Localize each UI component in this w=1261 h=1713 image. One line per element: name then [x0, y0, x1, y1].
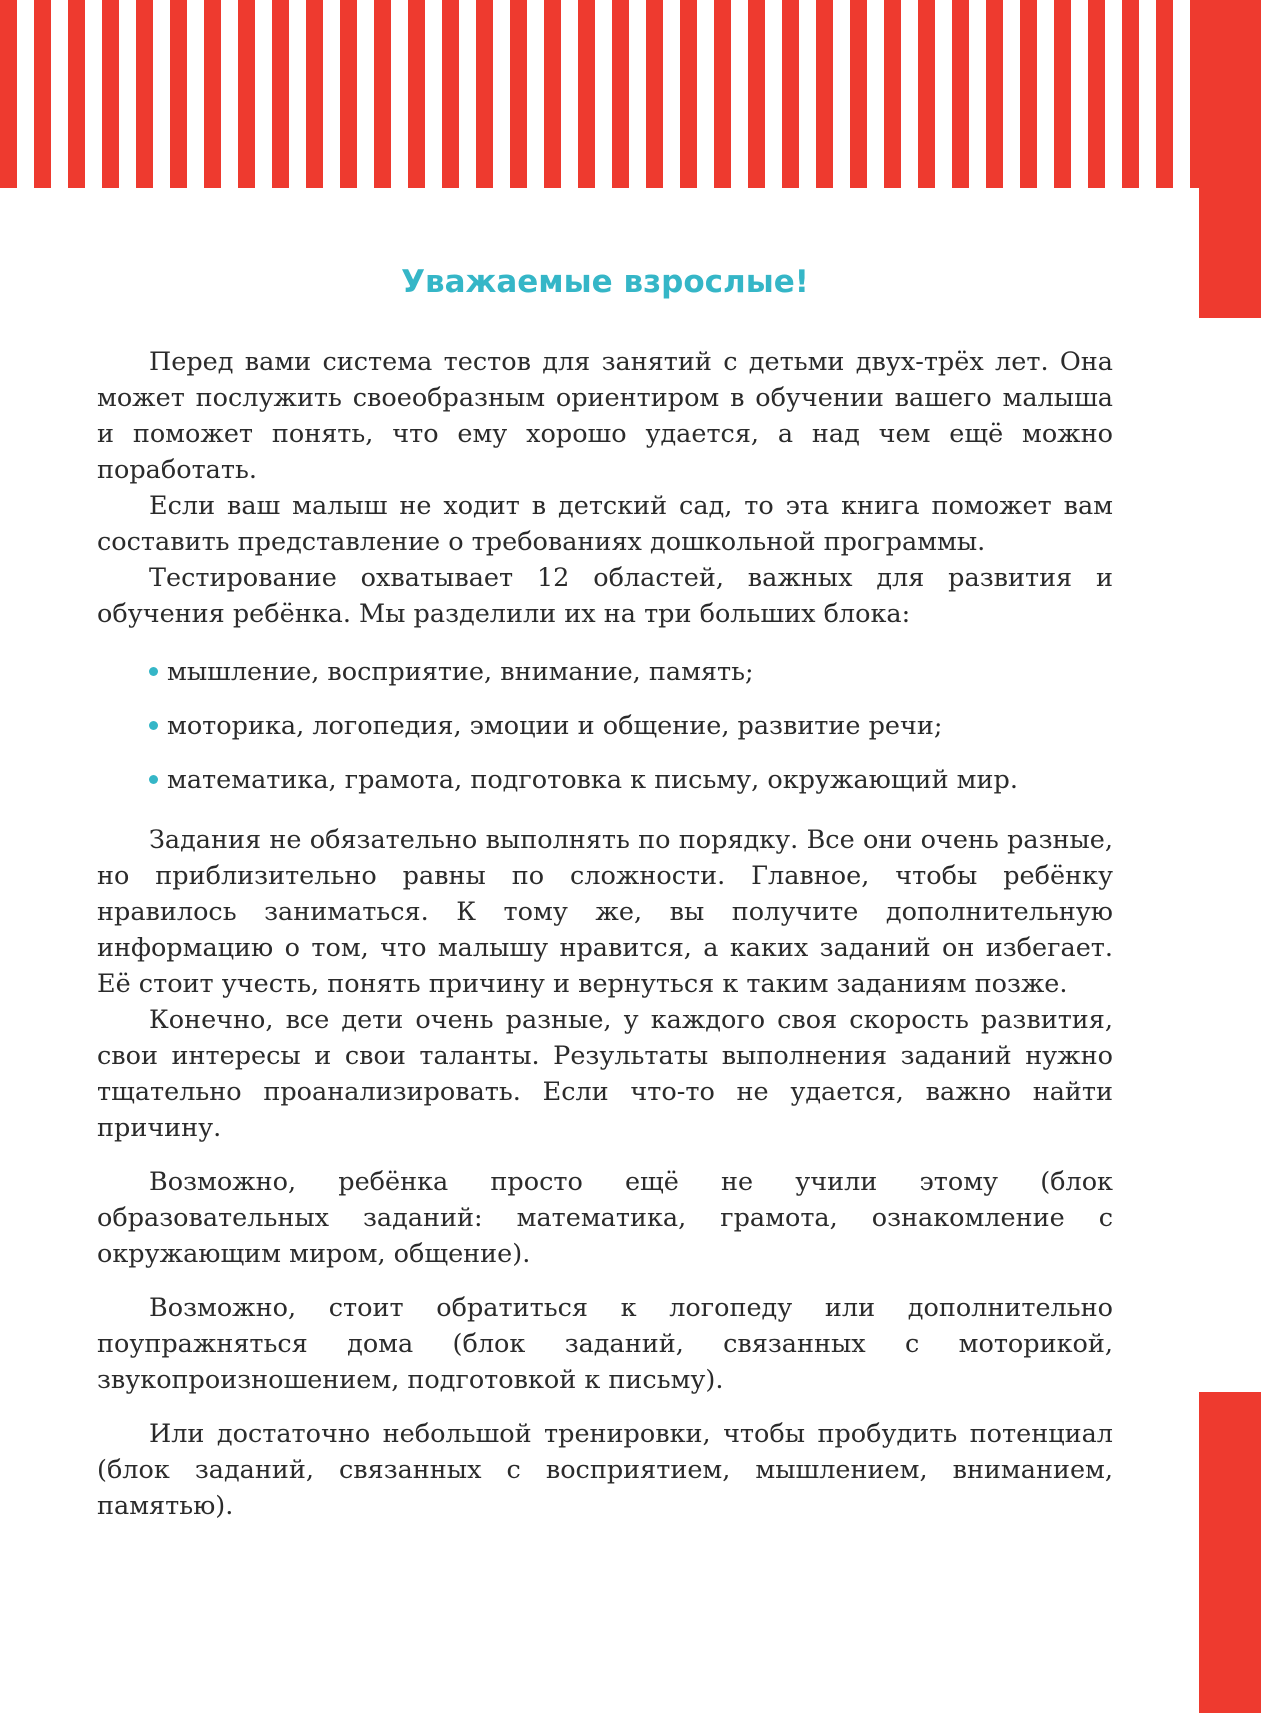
bullet-dot-icon [149, 667, 158, 676]
blocks-list [97, 654, 1113, 798]
page-title: Уважаемые взрослые! [401, 264, 809, 300]
side-tab-bottom [1199, 1392, 1261, 1713]
list-item: моторика, логопедия, эмоции и общение, развитие речи; [149, 708, 1113, 744]
paragraph-main-5: Или достаточно небольшой тренировки, чтобы пробудить потенциал (блок заданий, связанных с восприятием, мышлением, вниманием, памятью). [97, 1419, 1113, 1521]
paragraph-intro-3: Тестирование охватывает 12 областей, важных для развития и обучения ребёнка. Мы разделили их на три больших блока: [97, 563, 1113, 629]
paragraph-intro-1: Перед вами система тестов для занятий с детьми двух-трёх лет. Она может послужить своеобразным ориентиром в обучении вашего малыша и поможет понять, что ему хорошо удается, а над чем ещё можно поработать. [97, 347, 1113, 485]
bullet-dot-icon [149, 721, 158, 730]
list-item: мышление, восприятие, внимание, память; [149, 654, 1113, 690]
paragraph-intro-2: Если ваш малыш не ходит в детский сад, то эта книга поможет вам составить представление о требованиях дошкольной программы. [97, 491, 1113, 557]
paragraph-main-1: Задания не обязательно выполнять по порядку. Все они очень разные, но приблизительно равны по сложности. Главное, чтобы ребёнку нравилось заниматься. К тому же, вы получите дополнительную информацию о том, что малышу нравится, а каких заданий он избегает. Её стоит учесть, понять причину и вернуться к таким заданиям позже. [97, 825, 1113, 999]
list-item: математика, грамота, подготовка к письму, окружающий мир. [149, 762, 1113, 798]
bullet-dot-icon [149, 775, 158, 784]
paragraph-main-4: Возможно, стоит обратиться к логопеду или дополнительно поупражняться дома (блок заданий, связанных с моторикой, звукопроизношением, подготовкой к письму). [97, 1293, 1113, 1395]
side-tab-top [1199, 0, 1261, 318]
paragraph-main-3: Возможно, ребёнка просто ещё не учили этому (блок образовательных заданий: математика, грамота, ознакомление с окружающим миром, общение). [97, 1167, 1113, 1269]
top-stripe-border [0, 0, 1199, 188]
paragraph-main-2: Конечно, все дети очень разные, у каждого своя скорость развития, свои интересы и свои таланты. Результаты выполнения заданий нужно тщательно проанализировать. Если что-то не удается, важно найти причину. [97, 1005, 1113, 1143]
page-content [97, 262, 1113, 1524]
